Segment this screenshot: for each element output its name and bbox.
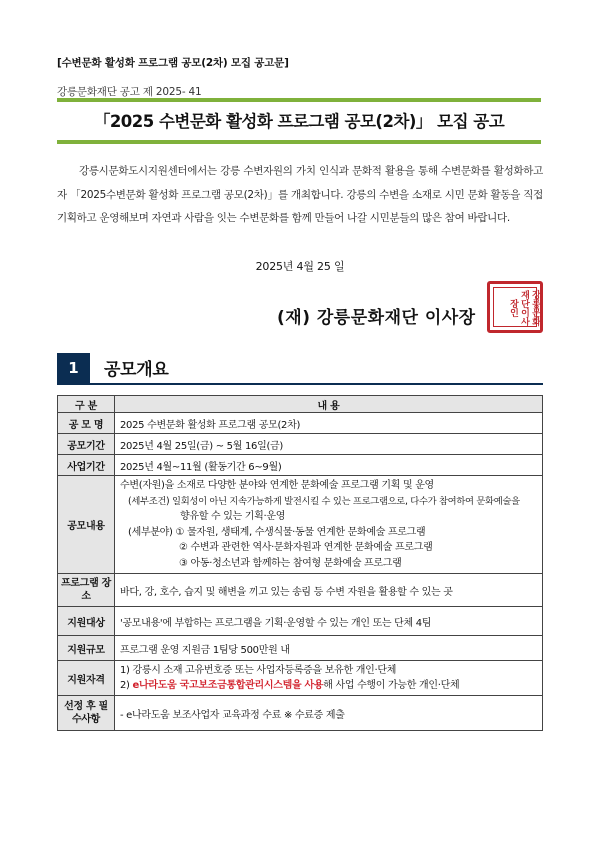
- table-row: [58, 636, 543, 661]
- qualification-line: 1) 강릉시 소재 고유번호증 또는 사업자등록증을 보유한 개인‧단체: [120, 664, 397, 676]
- title-top-bar: [57, 98, 541, 102]
- row-label: 선정 후 필수사항: [58, 696, 115, 731]
- row-label: 사업기간: [58, 455, 115, 476]
- official-seal: [487, 281, 543, 333]
- table-row: [58, 434, 543, 455]
- row-label: 프로그램 장소: [58, 574, 115, 607]
- section-divider: [57, 383, 543, 385]
- section-number: 1: [57, 353, 90, 383]
- qualification-suffix: 해 사업 수행이 가능한 개인‧단체: [323, 680, 460, 691]
- table-row: [58, 455, 543, 476]
- content-line: 향유할 수 있는 기획‧운영: [180, 511, 286, 522]
- row-label: 공모기간: [58, 434, 115, 455]
- table-row: [58, 476, 543, 574]
- page-title: 「2025 수변문화 활성화 프로그램 공모(2차)」 모집 공고: [93, 112, 505, 131]
- qualification-prefix: 2): [120, 680, 133, 691]
- row-value: '공모내용'에 부합하는 프로그램을 기획‧운영할 수 있는 개인 또는 단체 4팀: [115, 607, 543, 636]
- section-title: 공모개요: [104, 360, 169, 380]
- header-content: 내 용: [115, 396, 543, 413]
- overview-table: [57, 395, 543, 731]
- row-value: 프로그램 운영 지원금 1팀당 500만원 내: [115, 636, 543, 661]
- notice-date: 2025년 4월 25 일: [255, 260, 345, 273]
- content-line: 수변(자원)을 소재로 다양한 분야와 연계한 문화예술 프로그램 기획 및 운영: [120, 480, 434, 491]
- document-label: [수변문화 활성화 프로그램 공모(2차) 모집 공고문]: [57, 57, 289, 69]
- intro-text: [57, 160, 543, 231]
- row-value: [115, 661, 543, 696]
- content-line: (세부조건) 일회성이 아닌 지속가능하게 발전시킬 수 있는 프로그램으로, 다수가 참여하여 문화예술을: [128, 495, 520, 507]
- intro-paragraph: 강릉시문화도시지원센터에서는 강릉 수변자원의 가치 인식과 문화적 활용을 통해 수변문화를 활성화하고자 「2025수변문화 활성화 프로그램 공모(2차)」를 개최합니다. 강릉의 수변을 소재로 시민 문화 활동을 직접 기획하고 운영해보며 자연과 사람을 잇는 수변문화를 함께 만들어 나갈 시민분들의 많은 참여 바랍니다.: [57, 165, 543, 224]
- row-value: - e나라도움 보조사업자 교육과정 수료 ※ 수료증 제출: [115, 696, 543, 731]
- table-row: [58, 607, 543, 636]
- row-value: 바다, 강, 호수, 습지 및 해변을 끼고 있는 송림 등 수변 자원을 활용할 수 있는 곳: [115, 574, 543, 607]
- header-category: 구 분: [58, 396, 115, 413]
- qualification-highlight: e나라도움 국고보조금통합관리시스템을 사용: [132, 680, 324, 691]
- row-value: 2025년 4월~11월 (활동기간 6~9월): [115, 455, 543, 476]
- row-value: 2025년 4월 25일(금) ~ 5월 16일(금): [115, 434, 543, 455]
- row-label: 공 모 명: [58, 413, 115, 434]
- title-bottom-bar: [57, 140, 541, 144]
- qualification-line: [120, 678, 537, 694]
- content-line: ③ 아동‧청소년과 함께하는 참여형 문화예술 프로그램: [179, 557, 402, 569]
- title-band: [57, 98, 541, 144]
- row-label: 공모내용: [58, 476, 115, 574]
- row-label: 지원규모: [58, 636, 115, 661]
- table-row: [58, 696, 543, 731]
- row-label: 지원대상: [58, 607, 115, 636]
- issuer-name: (재) 강릉문화재단 이사장: [277, 308, 476, 328]
- table-row: [58, 574, 543, 607]
- row-value: 2025 수변문화 활성화 프로그램 공모(2차): [115, 413, 543, 434]
- content-line: ② 수변과 관련한 역사‧문화자원과 연계한 문화예술 프로그램: [179, 542, 433, 553]
- row-value: [115, 476, 543, 574]
- notice-number: 강릉문화재단 공고 제 2025- 41: [57, 86, 202, 98]
- table-row: [58, 413, 543, 434]
- seal-text: 강릉문화재단이사장인: [508, 290, 540, 326]
- content-line: (세부분야) ① 물자원, 생태계, 수생식물·동물 연계한 문화예술 프로그램: [128, 526, 426, 538]
- table-row: [58, 661, 543, 696]
- row-label: 지원자격: [58, 661, 115, 696]
- table-header-row: [58, 396, 543, 413]
